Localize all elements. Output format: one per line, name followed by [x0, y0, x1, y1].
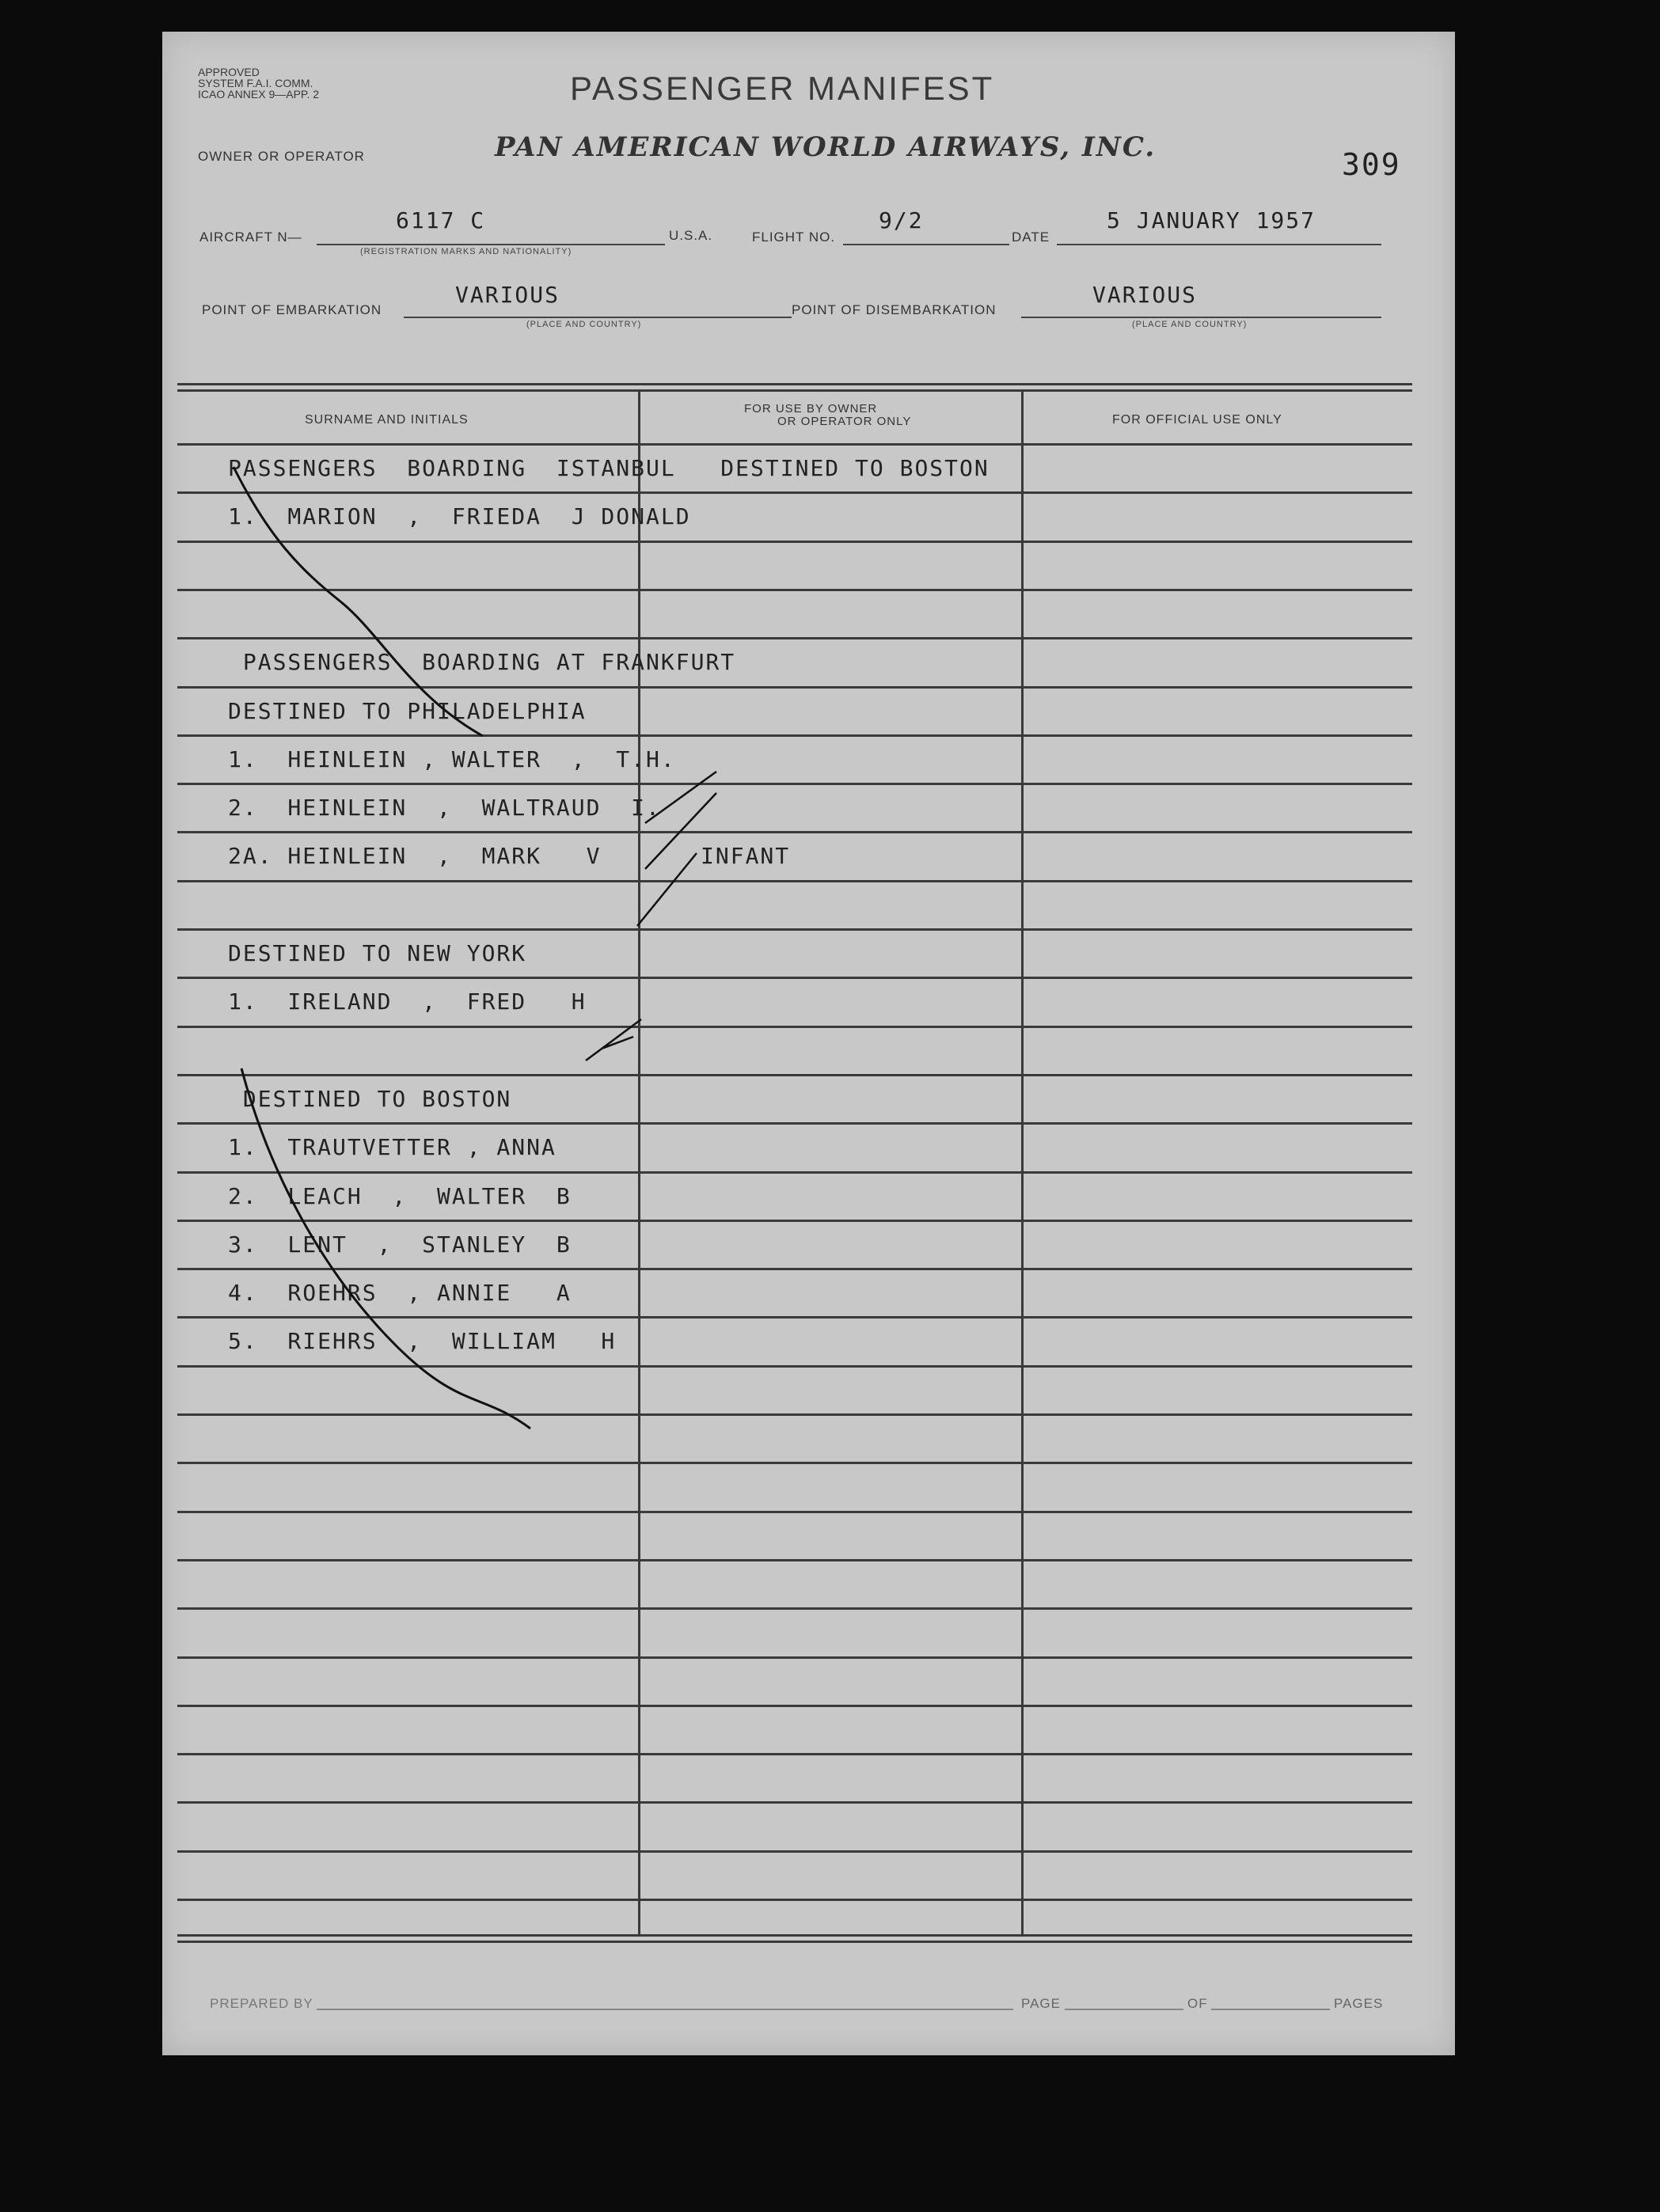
passenger-row-text: 1. MARION , FRIEDA J DONALD	[228, 503, 691, 529]
passenger-row-text: PASSENGERS BOARDING AT FRANKFURT	[228, 649, 736, 675]
disembarkation-value: VARIOUS	[1092, 282, 1198, 308]
col-header-owner-line1: FOR USE BY OWNER	[744, 402, 878, 415]
airline-name-stamp: PAN AMERICAN WORLD AIRWAYS, INC.	[495, 131, 1157, 163]
page-number-stamp: 309	[1342, 147, 1401, 182]
date-value: 5 JANUARY 1957	[1107, 207, 1316, 233]
owner-use-note: INFANT	[701, 843, 791, 869]
usa-label: U.S.A.	[669, 228, 713, 243]
aircraft-label: AIRCRAFT N—	[199, 230, 302, 245]
approval-line-2: SYSTEM F.A.I. COMM.	[198, 77, 313, 89]
passenger-row-text: PASSENGERS BOARDING ISTANBUL DESTINED TO BOSTON	[228, 455, 990, 481]
passenger-row-text: 2. HEINLEIN , WALTRAUD I.	[228, 795, 661, 821]
pen-stroke-boston	[241, 1068, 530, 1429]
date-label: DATE	[1012, 230, 1050, 245]
prepared-by-label: PREPARED BY	[210, 1996, 313, 2011]
disembarkation-label: POINT OF DISEMBARKATION	[792, 302, 997, 317]
passenger-row-text: 4. ROEHRS , ANNIE A	[228, 1280, 572, 1306]
passenger-row-text: 2. LEACH , WALTER B	[228, 1183, 572, 1209]
col-header-owner-line2: OR OPERATOR ONLY	[777, 415, 912, 428]
disembarkation-place-note: (PLACE AND COUNTRY)	[1132, 320, 1248, 329]
of-label: OF	[1187, 1996, 1208, 2011]
passenger-row-text: 1. IRELAND , FRED H	[228, 988, 587, 1015]
passenger-row-text: DESTINED TO PHILADELPHIA	[228, 698, 587, 724]
col-header-surname: SURNAME AND INITIALS	[305, 413, 469, 427]
passenger-row-text: DESTINED TO BOSTON	[228, 1086, 512, 1112]
owner-label: OWNER OR OPERATOR	[198, 149, 365, 164]
check-mark-heinlein-waltraud	[645, 793, 716, 869]
check-mark-ireland	[586, 1019, 641, 1060]
form-title: PASSENGER MANIFEST	[570, 70, 995, 107]
passenger-row-text: 1. TRAUTVETTER , ANNA	[228, 1134, 556, 1160]
embarkation-place-note: (PLACE AND COUNTRY)	[526, 320, 642, 329]
passenger-row-text: 1. HEINLEIN , WALTER , T.H.	[228, 746, 676, 772]
flight-value: 9/2	[879, 207, 924, 233]
embarkation-value: VARIOUS	[455, 282, 560, 308]
approval-line-3: ICAO ANNEX 9—APP. 2	[198, 88, 320, 101]
embarkation-label: POINT OF EMBARKATION	[202, 302, 382, 317]
flight-label: FLIGHT NO.	[752, 230, 836, 245]
passenger-row-text: DESTINED TO NEW YORK	[228, 940, 527, 966]
passenger-row-text: 2A. HEINLEIN , MARK V	[228, 843, 602, 869]
aircraft-value: 6117 C	[396, 207, 486, 233]
passenger-row-text: 3. LENT , STANLEY B	[228, 1231, 572, 1258]
passenger-row-text: 5. RIEHRS , WILLIAM H	[228, 1328, 617, 1354]
page-label: PAGE	[1021, 1996, 1061, 2011]
check-mark-heinlein-mark	[637, 853, 697, 926]
pages-label: PAGES	[1334, 1996, 1384, 2011]
pen-stroke-istanbul	[234, 467, 483, 736]
col-header-official: FOR OFFICIAL USE ONLY	[1112, 413, 1282, 427]
registration-note: (REGISTRATION MARKS AND NATIONALITY)	[360, 247, 572, 256]
check-mark-heinlein-walter	[645, 772, 716, 823]
approval-line-1: APPROVED	[198, 66, 260, 78]
